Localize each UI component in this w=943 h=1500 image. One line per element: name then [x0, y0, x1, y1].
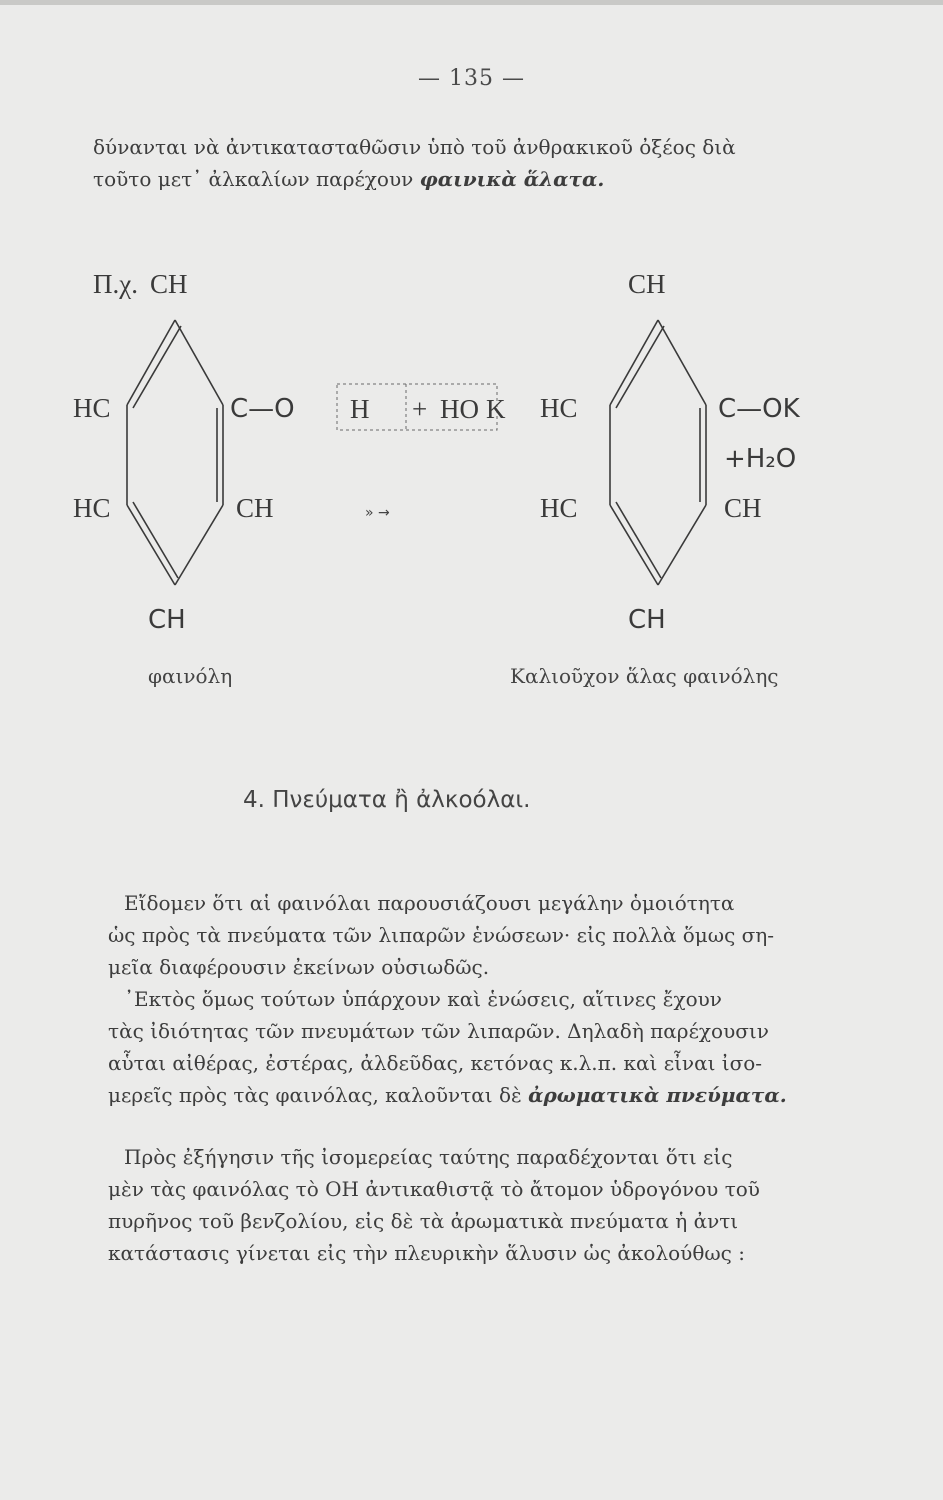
left-bond-5b: [133, 502, 178, 578]
para2-line-1: ᾽Εκτὸς ὅμως τούτων ὑπάρχουν καὶ ἑνώσεις, αἵτινες ἔχουν: [124, 987, 722, 1011]
para1-line-2: ὡς πρὸς τὰ πνεύματα τῶν λιπαρῶν ἑνώσεων· εἰς πολλὰ ὅμως ση-: [108, 923, 775, 947]
para2-line-3: αὗται αἰθέρας, ἐστέρας, ἀλδεῦδας, κετόνας κ.λ.π. καὶ εἶναι ἰσο-: [108, 1051, 763, 1075]
right-lower-right-ch: CH: [724, 493, 762, 523]
right-top-ch: CH: [628, 269, 666, 299]
right-bond-5: [610, 505, 658, 585]
left-upper-left-hc: HC: [73, 393, 111, 423]
right-upper-left-hc: HC: [540, 393, 578, 423]
intro-line-2-text: τοῦτο μετ᾽ ἀλκαλίων παρέχουν: [93, 167, 420, 191]
reagent-plus: +: [412, 394, 428, 424]
right-bond-6: [658, 505, 706, 585]
right-bottom-ch: CH: [628, 605, 666, 635]
intro-line-2: [93, 163, 736, 195]
emphasis-aromatic-spirits: ἀρωματικὰ πνεύματα.: [528, 1083, 787, 1107]
para3-line-3: πυρῆνος τοῦ βενζολίου, εἰς δὲ τὰ ἀρωματικὰ πνεύματα ἡ ἀντι: [108, 1209, 739, 1233]
reagent-ho: HO: [440, 394, 479, 424]
para1-line-3: μεῖα διαφέρουσιν ἐκείνων οὐσιωδῶς.: [108, 955, 490, 979]
right-bond-1: [610, 320, 658, 405]
phenol-structure: [73, 269, 295, 688]
left-bond-2: [175, 320, 223, 405]
right-ring-bonds: [610, 320, 706, 585]
left-bond-5: [127, 505, 175, 585]
emphasis-phenolic-salts: φαινικὰ ἅλατα.: [419, 167, 605, 191]
example-label: Π.χ.: [93, 269, 138, 299]
reaction-formula: [0, 260, 943, 720]
right-upper-right-cok: C—OK: [718, 394, 800, 424]
para2-line-2: τὰς ἰδιότητας τῶν πνευμάτων τῶν λιπαρῶν. Δηλαδὴ παρέχουσιν: [108, 1019, 769, 1043]
phenolate-caption: Καλιοῦχον ἅλας φαινόλης: [510, 664, 779, 688]
left-bond-1b: [133, 326, 181, 408]
right-bond-5b: [616, 502, 661, 578]
intro-paragraph: [93, 131, 736, 195]
reaction-arrow: » →: [365, 505, 390, 521]
para2-line-4: [108, 1079, 787, 1111]
paragraph-1: [108, 887, 774, 983]
paragraph-2: [108, 983, 787, 1111]
reagent-k: K: [486, 394, 506, 424]
left-upper-right-co: C—O: [230, 394, 295, 424]
section-heading: 4. Πνεύματα ἢ ἀλκοόλαι.: [243, 787, 531, 813]
left-lower-right-ch: CH: [236, 493, 274, 523]
para3-line-2: μὲν τὰς φαινόλας τὸ ΟΗ ἀντικαθιστᾷ τὸ ἄτομον ὑδρογόνου τοῦ: [108, 1177, 760, 1201]
formula-svg: [0, 260, 943, 720]
right-bond-2: [658, 320, 706, 405]
para1-line-1: Εἴδομεν ὅτι αἱ φαινόλαι παρουσιάζουσι μεγάλην ὁμοιότητα: [124, 891, 735, 915]
water-term: +H₂O: [724, 444, 797, 474]
left-top-ch: CH: [150, 269, 188, 299]
left-ring-bonds: [127, 320, 223, 585]
para2-line-4-text: μερεῖς πρὸς τὰς φαινόλας, καλοῦνται δὲ: [108, 1083, 529, 1107]
left-bottom-ch: CH: [148, 605, 186, 635]
page-number: — 135 —: [418, 66, 525, 91]
right-bond-1b: [616, 326, 664, 408]
left-bond-6: [175, 505, 223, 585]
reagent-h: H: [350, 394, 370, 424]
left-lower-left-hc: HC: [73, 493, 111, 523]
paragraph-3: [108, 1141, 760, 1269]
left-bond-1: [127, 320, 175, 405]
page-top-edge: [0, 0, 943, 5]
right-lower-left-hc: HC: [540, 493, 578, 523]
para3-line-1: Πρὸς ἐξήγησιν τῆς ἰσομερείας ταύτης παραδέχονται ὅτι εἰς: [124, 1145, 733, 1169]
potassium-phenolate-structure: [510, 269, 801, 688]
intro-line-1: δύνανται νὰ ἀντικατασταθῶσιν ὑπὸ τοῦ ἀνθρακικοῦ ὀξέος διὰ: [93, 135, 736, 159]
para3-line-4: κατάστασις γίνεται εἰς τὴν πλευρικὴν ἅλυσιν ὡς ἀκολούθως :: [108, 1241, 745, 1265]
reagent-group: [337, 384, 506, 521]
phenol-caption: φαινόλη: [148, 664, 233, 688]
